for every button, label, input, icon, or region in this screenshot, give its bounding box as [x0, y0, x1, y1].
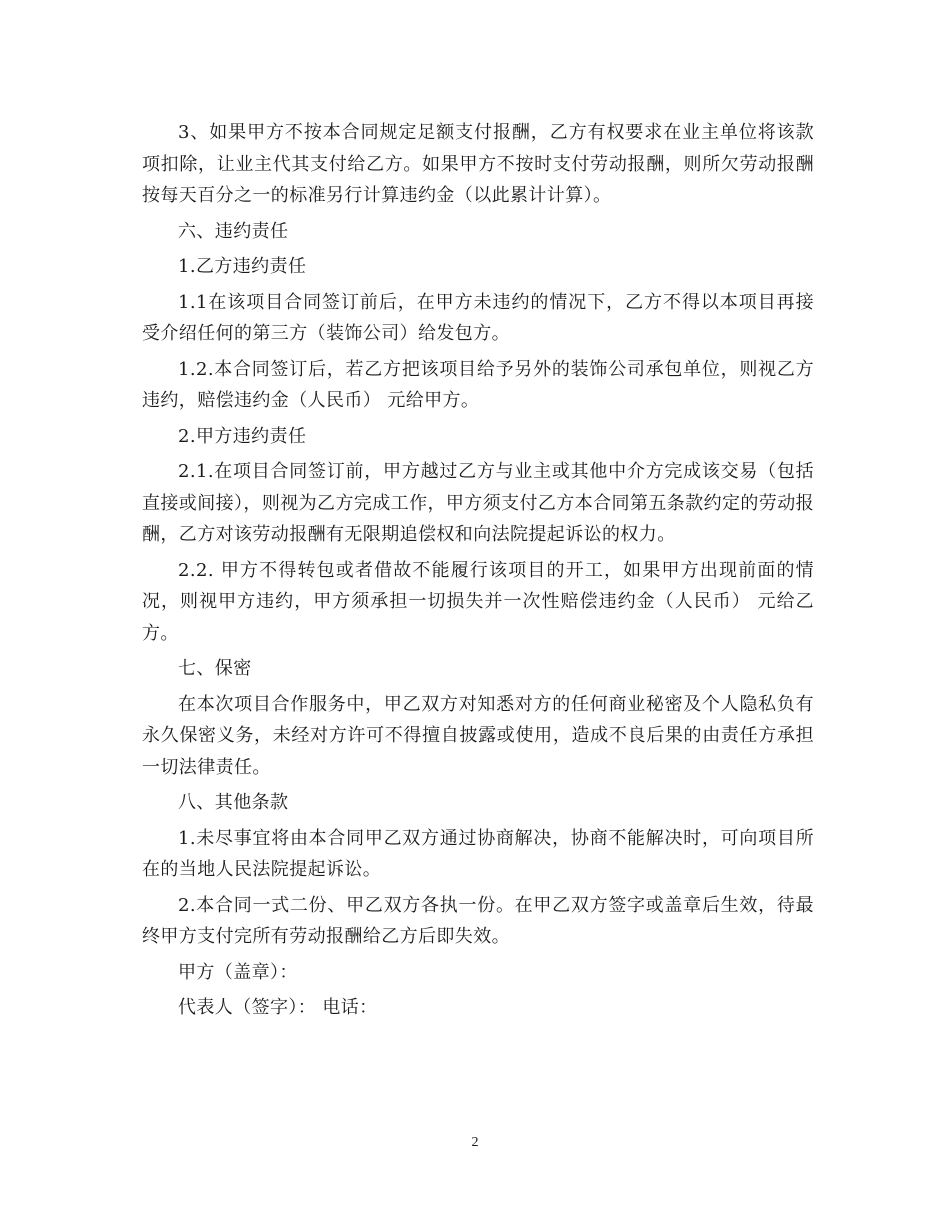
section-heading-confidentiality: 七、保密	[178, 658, 252, 679]
subheading-party-b-breach: 1.乙方违约责任	[178, 256, 307, 277]
page-number: 2	[471, 1135, 479, 1150]
clause-1-1: 1.1在该项目合同签订前后，在甲方未违约的情况下，乙方不得以本项目再接受介绍任何的第三方（装饰公司）给发包方。	[142, 291, 814, 344]
clause-2-2: 2.2. 甲方不得转包或者借故不能履行该项目的开工，如果甲方出现前面的情况，则视甲方违约，甲方须承担一切损失并一次性赔偿违约金（人民币） 元给乙方。	[142, 559, 814, 644]
signature-representative-phone: 代表人（签字）： 电话：	[178, 997, 378, 1018]
section-heading-other-terms: 八、其他条款	[178, 792, 289, 813]
clause-1-2: 1.2.本合同签订后，若乙方把该项目给予另外的装饰公司承包单位，则视乙方违约，赔偿违约金（人民币） 元给甲方。	[142, 358, 814, 411]
clause-2-1: 2.1.在项目合同签订前，甲方越过乙方与业主或其他中介方完成该交易（包括直接或间接），则视为乙方完成工作，甲方须支付乙方本合同第五条款约定的劳动报酬，乙方对该劳动报酬有无限期追偿权和向法院提起诉讼的权力。	[142, 461, 814, 545]
section-heading-breach-liability: 六、违约责任	[178, 220, 289, 242]
signature-party-a-seal: 甲方（盖章）：	[178, 961, 298, 983]
clause-other-1: 1.未尽事宜将由本合同甲乙双方通过协商解决，协商不能解决时，可向项目所在的当地人民法院提起诉讼。	[142, 827, 814, 880]
clause-payment-default: 3、如果甲方不按本合同规定足额支付报酬，乙方有权要求在业主单位将该款项扣除，让业主代其支付给乙方。如果甲方不按时支付劳动报酬，则所欠劳动报酬按每天百分之一的标准另行计算违约金（以此累计计算）。	[142, 122, 814, 206]
clause-confidentiality: 在本次项目合作服务中，甲乙双方对知悉对方的任何商业秘密及个人隐私负有永久保密义务，未经对方许可不得擅自披露或使用，造成不良后果的由责任方承担一切法律责任。	[142, 693, 814, 778]
clause-other-2: 2.本合同一式二份、甲乙双方各执一份。在甲乙双方签字或盖章后生效，待最终甲方支付完所有劳动报酬给乙方后即失效。	[142, 894, 814, 947]
subheading-party-a-breach: 2.甲方违约责任	[178, 425, 307, 447]
document-body	[142, 117, 814, 1028]
